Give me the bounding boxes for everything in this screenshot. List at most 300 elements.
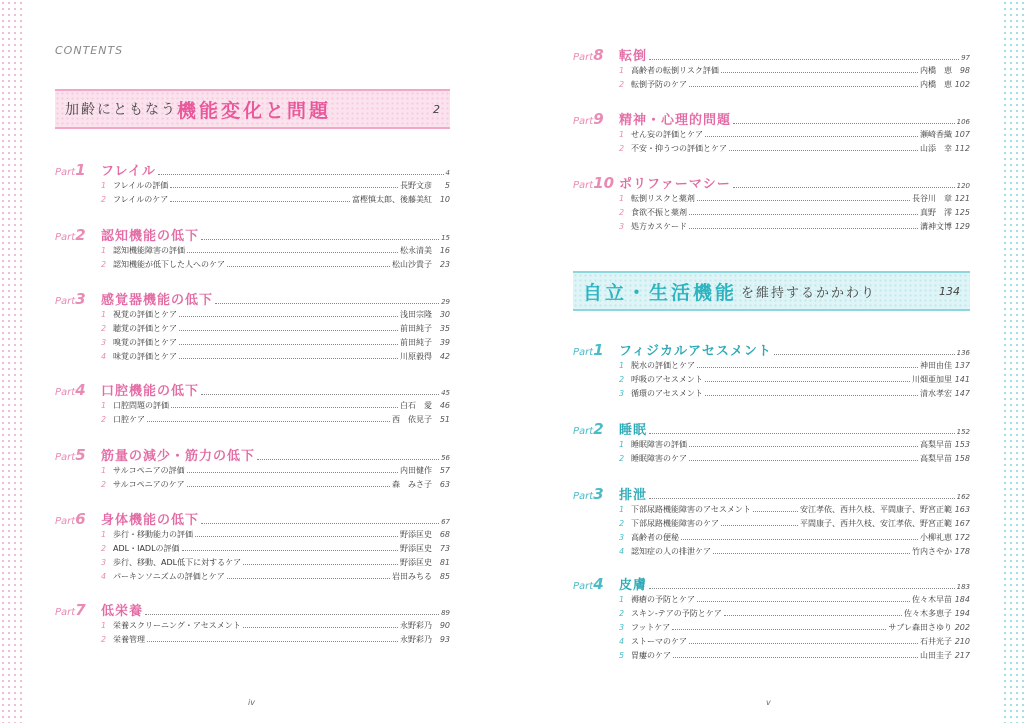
item-author: 山田圭子: [920, 651, 952, 660]
item-number: 2: [101, 324, 107, 333]
toc-item[interactable]: [55, 620, 450, 634]
item-author: 竹内さやか: [912, 547, 952, 556]
part-page: 152: [956, 428, 970, 436]
dot-leader: [170, 201, 350, 202]
dot-leader: [187, 472, 398, 473]
part-section: [55, 445, 450, 493]
dot-leader: [733, 187, 955, 188]
item-title: ADL・IADLの評価: [113, 544, 180, 553]
part-items: [573, 65, 970, 93]
part-title: フレイル: [101, 164, 156, 179]
item-number: 1: [619, 361, 625, 370]
toc-item[interactable]: [55, 634, 450, 648]
item-page: 23: [439, 260, 450, 269]
part-number: 9: [593, 110, 604, 128]
item-page: 98: [959, 66, 970, 75]
item-title: スキン-テアの予防とケア: [631, 609, 722, 618]
part-page: 183: [956, 583, 970, 591]
part-title: 排泄: [619, 488, 648, 503]
part-number: 8: [593, 46, 604, 64]
item-title: フットケア: [631, 623, 671, 632]
dot-leader: [147, 421, 390, 422]
dot-leader: [187, 486, 390, 487]
toc-item[interactable]: [55, 414, 450, 428]
part-label: [573, 341, 619, 359]
item-author: 平間康子、西井久枝、安江孝依、野宮正範: [800, 519, 952, 528]
folio-left: iv: [248, 698, 255, 707]
part-number: 6: [75, 510, 86, 528]
item-number: 1: [101, 621, 107, 630]
item-number: 1: [101, 530, 107, 539]
part-number: 10: [593, 174, 615, 192]
item-author: 野添匡史: [400, 530, 432, 539]
item-number: 2: [619, 208, 625, 217]
chapter-header-2[interactable]: [573, 271, 970, 311]
part-items: [573, 193, 970, 235]
item-author: 溝神文博: [920, 222, 952, 231]
part-heading[interactable]: [55, 509, 450, 529]
part-title: 睡眠: [619, 423, 648, 438]
item-number: 2: [101, 635, 107, 644]
item-title: 認知症の人の排泄ケア: [631, 547, 711, 556]
part-heading[interactable]: [55, 289, 450, 309]
part-label: [55, 601, 101, 619]
toc-item[interactable]: [573, 374, 970, 388]
part-label: [573, 110, 619, 128]
item-author: 瀬崎香織: [920, 130, 952, 139]
part-heading[interactable]: [573, 109, 970, 129]
item-number: 1: [101, 246, 107, 255]
item-title: 嗅覚の評価とケア: [113, 338, 177, 347]
item-number: 5: [619, 651, 625, 660]
part-section: [573, 574, 970, 664]
item-author: 浅田宗隆: [400, 310, 432, 319]
item-author: 真野 澪: [920, 208, 952, 217]
item-title: 循環のアセスメント: [631, 389, 703, 398]
item-author: 川畑亜加里: [912, 375, 952, 384]
toc-item[interactable]: [573, 129, 970, 143]
item-page: 5: [444, 181, 450, 190]
dot-leader: [179, 358, 398, 359]
item-number: 3: [619, 389, 625, 398]
part-label: [55, 510, 101, 528]
item-title: 視覚の評価とケア: [113, 310, 177, 319]
item-author: 川原毅得: [400, 352, 432, 361]
dot-leader: [753, 511, 798, 512]
toc-item[interactable]: [55, 323, 450, 337]
part-heading[interactable]: [55, 160, 450, 180]
part-number: 2: [593, 420, 604, 438]
part-heading[interactable]: [573, 484, 970, 504]
item-author: 清水孝宏: [920, 389, 952, 398]
item-page: 63: [439, 480, 450, 489]
part-number: 2: [75, 226, 86, 244]
item-title: 睡眠障害の評価: [631, 440, 687, 449]
item-number: 2: [619, 609, 625, 618]
dot-leader: [729, 150, 918, 151]
item-author: 小柳礼恵: [920, 533, 952, 542]
right-page: [573, 0, 970, 723]
item-title: 歩行、移動、ADL低下に対するケア: [113, 558, 242, 567]
toc-item[interactable]: [573, 388, 970, 402]
dot-leader: [179, 330, 398, 331]
item-title: パーキンソニズムの評価とケア: [113, 572, 225, 581]
part-prefix: Part: [573, 52, 594, 63]
dot-leader: [724, 615, 902, 616]
part-prefix: Part: [55, 167, 76, 178]
toc-item[interactable]: [573, 207, 970, 221]
part-label: [55, 161, 101, 179]
item-number: 1: [619, 595, 625, 604]
dot-leader: [227, 266, 390, 267]
dot-leader: [689, 460, 918, 461]
toc-item[interactable]: [55, 180, 450, 194]
item-number: 4: [101, 352, 107, 361]
part-section: [573, 340, 970, 402]
part-section: [55, 509, 450, 585]
item-author: 佐々木多恵子: [904, 609, 952, 618]
item-page: 184: [954, 595, 970, 604]
toc-item[interactable]: [55, 543, 450, 557]
toc-item[interactable]: [55, 194, 450, 208]
item-number: 3: [619, 222, 625, 231]
toc-item[interactable]: [55, 465, 450, 479]
dot-leader: [257, 459, 439, 460]
part-items: [55, 529, 450, 585]
item-page: 39: [439, 338, 450, 347]
item-title: 処方カスケード: [631, 222, 687, 231]
part-items: [573, 360, 970, 402]
part-prefix: Part: [573, 581, 594, 592]
part-items: [55, 620, 450, 648]
dot-leader: [689, 643, 918, 644]
dot-leader: [243, 564, 398, 565]
toc-item[interactable]: [55, 259, 450, 273]
item-title: サルコペニアの評価: [113, 466, 185, 475]
dot-leader: [697, 601, 910, 602]
part-section: [573, 419, 970, 467]
item-page: 178: [954, 547, 970, 556]
item-number: 1: [619, 505, 625, 514]
toc-item[interactable]: [573, 546, 970, 560]
part-page: 4: [445, 169, 450, 177]
item-number: 2: [619, 80, 625, 89]
part-items: [55, 465, 450, 493]
dot-leader: [705, 395, 918, 396]
part-items: [573, 129, 970, 157]
part-prefix: Part: [55, 387, 76, 398]
item-title: 高齢者の転倒リスク評価: [631, 66, 719, 75]
item-author: 永野彩乃: [400, 635, 432, 644]
dot-leader: [201, 523, 439, 524]
toc-item[interactable]: [573, 65, 970, 79]
item-number: 2: [619, 454, 625, 463]
dot-leader: [215, 303, 439, 304]
toc-item[interactable]: [573, 79, 970, 93]
item-author: 野添匡史: [400, 558, 432, 567]
toc-item[interactable]: [573, 439, 970, 453]
item-title: 転倒予防のケア: [631, 80, 687, 89]
item-number: 2: [101, 480, 107, 489]
item-title: ストーマのケア: [631, 637, 687, 646]
part-label: [573, 174, 619, 192]
item-number: 3: [619, 623, 625, 632]
item-title: 味覚の評価とケア: [113, 352, 177, 361]
part-heading[interactable]: [573, 574, 970, 594]
part-number: 3: [75, 290, 86, 308]
part-page: 106: [956, 118, 970, 126]
item-number: 2: [101, 195, 107, 204]
part-title: 認知機能の低下: [101, 229, 200, 244]
toc-item[interactable]: [55, 479, 450, 493]
part-heading[interactable]: [55, 600, 450, 620]
part-title: 精神・心理的問題: [619, 113, 732, 128]
part-heading[interactable]: [573, 45, 970, 65]
toc-item[interactable]: [573, 504, 970, 518]
item-title: 栄養管理: [113, 635, 145, 644]
toc-item[interactable]: [573, 608, 970, 622]
dot-leader: [672, 629, 886, 630]
item-page: 90: [439, 621, 450, 630]
chapter-page: 134: [939, 284, 960, 298]
dotted-margin-right: [1002, 0, 1024, 723]
item-number: 4: [619, 547, 625, 556]
toc-item[interactable]: [573, 453, 970, 467]
dot-leader: [227, 578, 390, 579]
part-prefix: Part: [55, 232, 76, 243]
part-title: 筋量の減少・筋力の低下: [101, 449, 256, 464]
toc-item[interactable]: [573, 594, 970, 608]
part-items: [55, 309, 450, 365]
dot-leader: [649, 498, 955, 499]
toc-item[interactable]: [55, 351, 450, 365]
part-label: [55, 290, 101, 308]
part-heading[interactable]: [55, 380, 450, 400]
item-page: 167: [954, 519, 970, 528]
part-title: 口腔機能の低下: [101, 384, 200, 399]
item-number: 4: [619, 637, 625, 646]
toc-item[interactable]: [573, 360, 970, 374]
chapter-header-1[interactable]: [55, 89, 450, 129]
item-page: 217: [954, 651, 970, 660]
part-page: 67: [441, 518, 450, 526]
toc-item[interactable]: [573, 532, 970, 546]
item-author: 白石 愛: [400, 401, 432, 410]
part-items: [55, 400, 450, 428]
toc-item[interactable]: [55, 337, 450, 351]
part-label: [55, 446, 101, 464]
item-page: 30: [439, 310, 450, 319]
item-number: 1: [101, 181, 107, 190]
toc-item[interactable]: [55, 571, 450, 585]
item-title: 下部尿路機能障害のアセスメント: [631, 505, 751, 514]
item-author: 長谷川 章: [912, 194, 952, 203]
toc-item[interactable]: [55, 557, 450, 571]
part-page: 89: [441, 609, 450, 617]
item-page: 93: [439, 635, 450, 644]
item-page: 125: [954, 208, 970, 217]
toc-item[interactable]: [573, 518, 970, 532]
item-title: 食欲不振と薬剤: [631, 208, 687, 217]
toc-item[interactable]: [573, 622, 970, 636]
dot-leader: [713, 553, 910, 554]
part-label: [573, 420, 619, 438]
item-title: 認知機能障害の評価: [113, 246, 185, 255]
contents-label: CONTENTS: [55, 44, 124, 57]
toc-item[interactable]: [55, 400, 450, 414]
item-author: 野添匡史: [400, 544, 432, 553]
part-section: [573, 173, 970, 235]
item-title: 栄養スクリーニング・アセスメント: [113, 621, 241, 630]
item-author: 西 依見子: [392, 415, 432, 424]
dot-leader: [182, 550, 398, 551]
item-author: 高梨早苗: [920, 454, 952, 463]
item-author: 内橋 恵: [920, 66, 952, 75]
part-section: [55, 600, 450, 648]
toc-item[interactable]: [573, 193, 970, 207]
item-title: 不安・抑うつの評価とケア: [631, 144, 727, 153]
part-number: 4: [593, 575, 604, 593]
item-number: 2: [101, 544, 107, 553]
item-page: 46: [439, 401, 450, 410]
item-page: 210: [954, 637, 970, 646]
part-prefix: Part: [55, 607, 76, 618]
chapter-page: 2: [433, 102, 440, 116]
item-number: 2: [619, 144, 625, 153]
part-heading[interactable]: [55, 225, 450, 245]
item-author: 岩田みちる: [392, 572, 432, 581]
item-author: 富樫慎太郎、後藤美紅: [352, 195, 432, 204]
toc-item[interactable]: [55, 529, 450, 543]
item-page: 51: [439, 415, 450, 424]
part-page: 45: [441, 389, 450, 397]
dot-leader: [649, 588, 955, 589]
dot-leader: [681, 539, 918, 540]
item-page: 102: [954, 80, 970, 89]
item-number: 2: [101, 260, 107, 269]
part-items: [573, 504, 970, 560]
part-prefix: Part: [573, 180, 594, 191]
dot-leader: [689, 228, 918, 229]
toc-item[interactable]: [573, 221, 970, 235]
folio-right: v: [766, 698, 771, 707]
item-page: 141: [954, 375, 970, 384]
dot-leader: [673, 657, 918, 658]
item-page: 107: [954, 130, 970, 139]
part-page: 136: [956, 349, 970, 357]
part-number: 7: [75, 601, 86, 619]
part-label: [55, 226, 101, 244]
part-prefix: Part: [55, 296, 76, 307]
item-number: 1: [619, 194, 625, 203]
part-prefix: Part: [573, 491, 594, 502]
part-prefix: Part: [573, 426, 594, 437]
dot-leader: [705, 136, 918, 137]
dot-leader: [201, 239, 439, 240]
part-heading[interactable]: [573, 419, 970, 439]
part-number: 5: [75, 446, 86, 464]
toc-item[interactable]: [55, 245, 450, 259]
dot-leader: [170, 187, 398, 188]
item-title: 睡眠障害のケア: [631, 454, 687, 463]
item-page: 202: [954, 623, 970, 632]
part-label: [55, 381, 101, 399]
part-page: 56: [441, 454, 450, 462]
item-author: 安江孝依、西井久枝、平間康子、野宮正範: [800, 505, 952, 514]
item-author: 神田由佳: [920, 361, 952, 370]
item-page: 42: [439, 352, 450, 361]
item-page: 158: [954, 454, 970, 463]
part-number: 4: [75, 381, 86, 399]
item-number: 4: [101, 572, 107, 581]
left-page: [55, 0, 450, 723]
item-title: 呼吸のアセスメント: [631, 375, 703, 384]
part-title: 転倒: [619, 49, 648, 64]
item-page: 147: [954, 389, 970, 398]
item-number: 2: [619, 375, 625, 384]
item-author: 山添 幸: [920, 144, 952, 153]
dot-leader: [145, 614, 439, 615]
item-number: 2: [101, 415, 107, 424]
part-number: 3: [593, 485, 604, 503]
part-section: [573, 45, 970, 93]
dot-leader: [147, 641, 398, 642]
item-page: 153: [954, 440, 970, 449]
item-author: 永野彩乃: [400, 621, 432, 630]
dot-leader: [689, 446, 918, 447]
toc-item[interactable]: [573, 143, 970, 157]
dot-leader: [187, 252, 398, 253]
item-title: 高齢者の便秘: [631, 533, 679, 542]
item-page: 57: [439, 466, 450, 475]
part-title: フィジカルアセスメント: [619, 344, 772, 359]
item-number: 3: [619, 533, 625, 542]
part-section: [55, 160, 450, 208]
dot-leader: [195, 536, 398, 537]
part-heading[interactable]: [573, 340, 970, 360]
item-title: 口腔問題の評価: [113, 401, 169, 410]
item-title: 認知機能が低下した人へのケア: [113, 260, 225, 269]
item-page: 112: [954, 144, 970, 153]
part-heading[interactable]: [573, 173, 970, 193]
dot-leader: [179, 344, 398, 345]
part-heading[interactable]: [55, 445, 450, 465]
item-author: 松山沙貴子: [392, 260, 432, 269]
item-author: 松永清美: [400, 246, 432, 255]
dot-leader: [697, 367, 918, 368]
item-number: 1: [101, 466, 107, 475]
item-number: 2: [619, 519, 625, 528]
item-page: 194: [954, 609, 970, 618]
part-section: [573, 109, 970, 157]
item-page: 68: [439, 530, 450, 539]
dot-leader: [697, 200, 910, 201]
part-items: [55, 180, 450, 208]
part-title: 皮膚: [619, 578, 648, 593]
toc-item[interactable]: [573, 636, 970, 650]
toc-item[interactable]: [573, 650, 970, 664]
item-page: 121: [954, 194, 970, 203]
part-title: 低栄養: [101, 604, 144, 619]
item-title: 胃瘻のケア: [631, 651, 671, 660]
part-prefix: Part: [573, 116, 594, 127]
item-page: 85: [439, 572, 450, 581]
toc-item[interactable]: [55, 309, 450, 323]
item-page: 81: [439, 558, 450, 567]
part-number: 1: [75, 161, 86, 179]
part-page: 97: [961, 54, 970, 62]
item-title: 転倒リスクと薬剤: [631, 194, 695, 203]
